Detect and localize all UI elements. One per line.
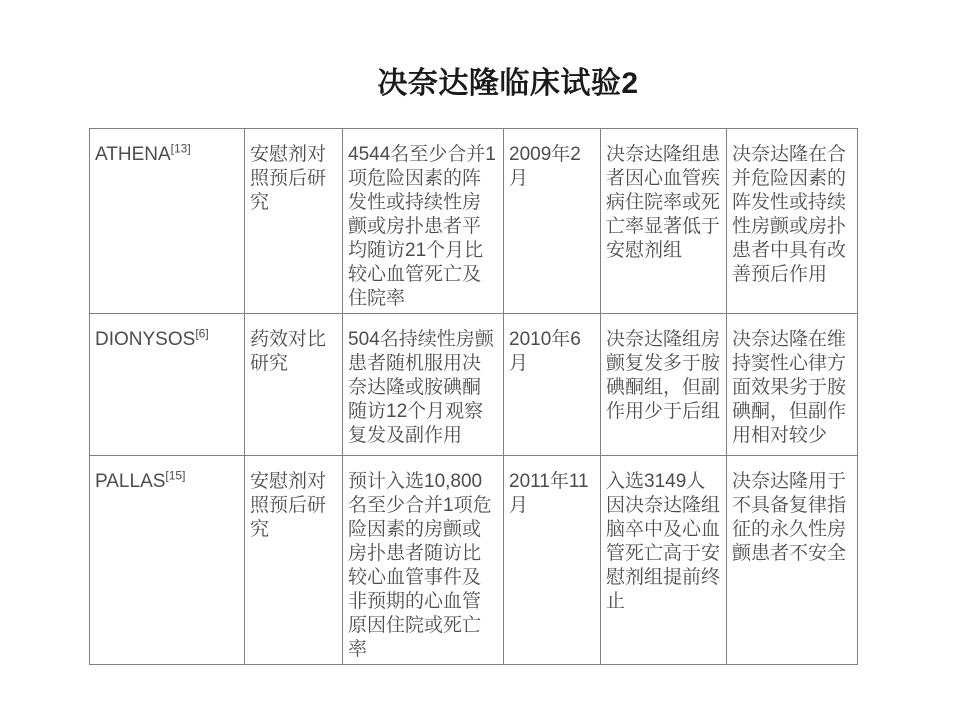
conclusion-cell: 决奈达隆用于不具备复律指征的永久性房颤患者不安全: [727, 456, 858, 665]
trial-name: DIONYSOS: [95, 329, 196, 350]
study-design-cell: 安慰剂对照预后研究: [245, 129, 343, 314]
page-title: 决奈达隆临床试验2: [377, 67, 639, 100]
table-row-athena: [90, 129, 858, 314]
conclusion-cell: 决奈达隆在维持窦性心律方面效果劣于胺碘酮，但副作用相对较少: [727, 314, 858, 456]
trial-name-cell: [90, 129, 245, 314]
reference-superscript: [15]: [165, 468, 186, 483]
study-design-cell: 安慰剂对照预后研究: [245, 456, 343, 665]
reference-superscript: [6]: [195, 326, 209, 341]
table-row-dionysos: [90, 314, 858, 456]
method-cell: 504名持续性房颤患者随机服用决奈达隆或胺碘酮随访12个月观察复发及副作用: [343, 314, 504, 456]
reference-superscript: [13]: [170, 141, 191, 156]
date-cell: 2010年6月: [504, 314, 601, 456]
date-cell: 2009年2月: [504, 129, 601, 314]
trial-name: PALLAS: [95, 471, 166, 492]
result-cell: 决奈达隆组患者因心血管疾病住院率或死亡率显著低于安慰剂组: [601, 129, 727, 314]
conclusion-cell: 决奈达隆在合并危险因素的阵发性或持续性房颤或房扑患者中具有改善预后作用: [727, 129, 858, 314]
clinical-trials-table: [89, 128, 858, 665]
trial-name-cell: [90, 456, 245, 665]
study-design-cell: 药效对比研究: [245, 314, 343, 456]
result-cell: 入选3149人因决奈达隆组脑卒中及心血管死亡高于安慰剂组提前终止: [601, 456, 727, 665]
date-cell: 2011年11月: [504, 456, 601, 665]
table-row-pallas: [90, 456, 858, 665]
result-cell: 决奈达隆组房颤复发多于胺碘酮组，但副作用少于后组: [601, 314, 727, 456]
trial-name-cell: [90, 314, 245, 456]
trial-name: ATHENA: [95, 144, 171, 165]
method-cell: 4544名至少合并1项危险因素的阵发性或持续性房颤或房扑患者平均随访21个月比较心血管死亡及住院率: [343, 129, 504, 314]
method-cell: 预计入选10,800名至少合并1项危险因素的房颤或房扑患者随访比较心血管事件及非预期的心血管原因住院或死亡率: [343, 456, 504, 665]
